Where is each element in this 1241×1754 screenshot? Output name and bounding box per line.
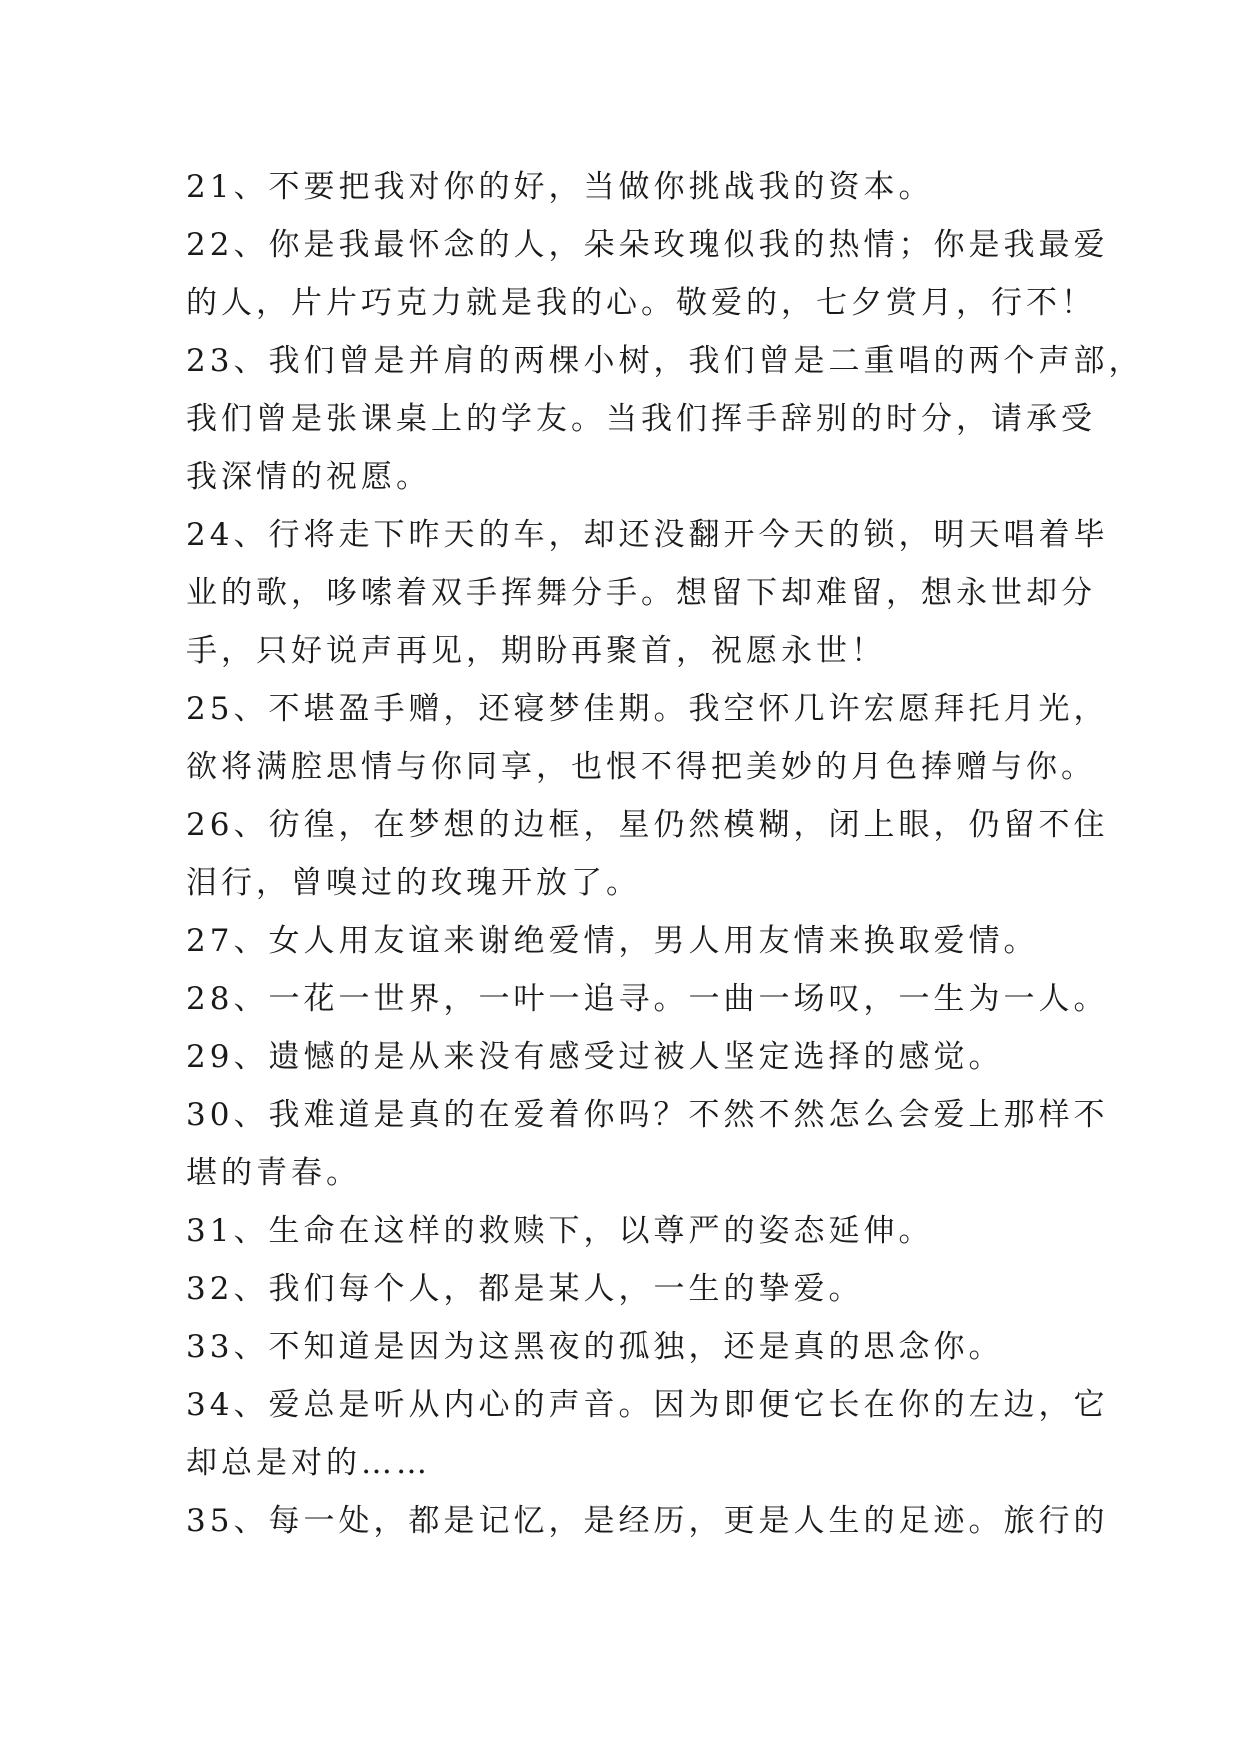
text-line: 堪的青春。 [186,1155,361,1191]
text-line: 34、爱总是听从内心的声音。因为即便它长在你的左边，它 [186,1387,1109,1423]
text-line: 25、不堪盈手赠，还寝梦佳期。我空怀几许宏愿拜托月光， [186,691,1109,727]
document-body [186,158,1144,1550]
text-line: 我深情的祝愿。 [186,459,431,495]
text-line: 30、我难道是真的在爱着你吗？不然不然怎么会爱上那样不 [186,1097,1109,1133]
text-line: 我们曾是张课桌上的学友。当我们挥手辞别的时分，请承受 [186,401,1096,437]
text-line: 23、我们曾是并肩的两棵小树，我们曾是二重唱的两个声部， [186,343,1144,379]
text-line: 的人，片片巧克力就是我的心。敬爱的，七夕赏月，行不！ [186,285,1096,321]
text-line: 26、彷徨，在梦想的边框，星仍然模糊，闭上眼，仍留不住 [186,807,1109,843]
text-line: 却总是对的…… [186,1445,431,1481]
text-line: 业的歌，哆嗦着双手挥舞分手。想留下却难留，想永世却分 [186,575,1096,611]
text-line: 35、每一处，都是记忆，是经历，更是人生的足迹。旅行的 [186,1503,1109,1539]
text-line: 27、女人用友谊来谢绝爱情，男人用友情来换取爱情。 [186,923,1039,959]
text-line: 24、行将走下昨天的车，却还没翻开今天的锁，明天唱着毕 [186,517,1109,553]
text-line: 泪行，曾嗅过的玫瑰开放了。 [186,865,641,901]
text-line: 29、遗憾的是从来没有感受过被人坚定选择的感觉。 [186,1039,1004,1075]
text-line: 32、我们每个人，都是某人，一生的挚爱。 [186,1271,864,1307]
text-line: 手，只好说声再见，期盼再聚首，祝愿永世！ [186,633,886,669]
text-line: 28、一花一世界，一叶一追寻。一曲一场叹，一生为一人。 [186,981,1109,1017]
text-line: 33、不知道是因为这黑夜的孤独，还是真的思念你。 [186,1329,1004,1365]
text-line: 21、不要把我对你的好，当做你挑战我的资本。 [186,169,934,205]
text-line: 22、你是我最怀念的人，朵朵玫瑰似我的热情；你是我最爱 [186,227,1109,263]
text-line: 31、生命在这样的救赎下，以尊严的姿态延伸。 [186,1213,934,1249]
text-line: 欲将满腔思情与你同享，也恨不得把美妙的月色捧赠与你。 [186,749,1096,785]
